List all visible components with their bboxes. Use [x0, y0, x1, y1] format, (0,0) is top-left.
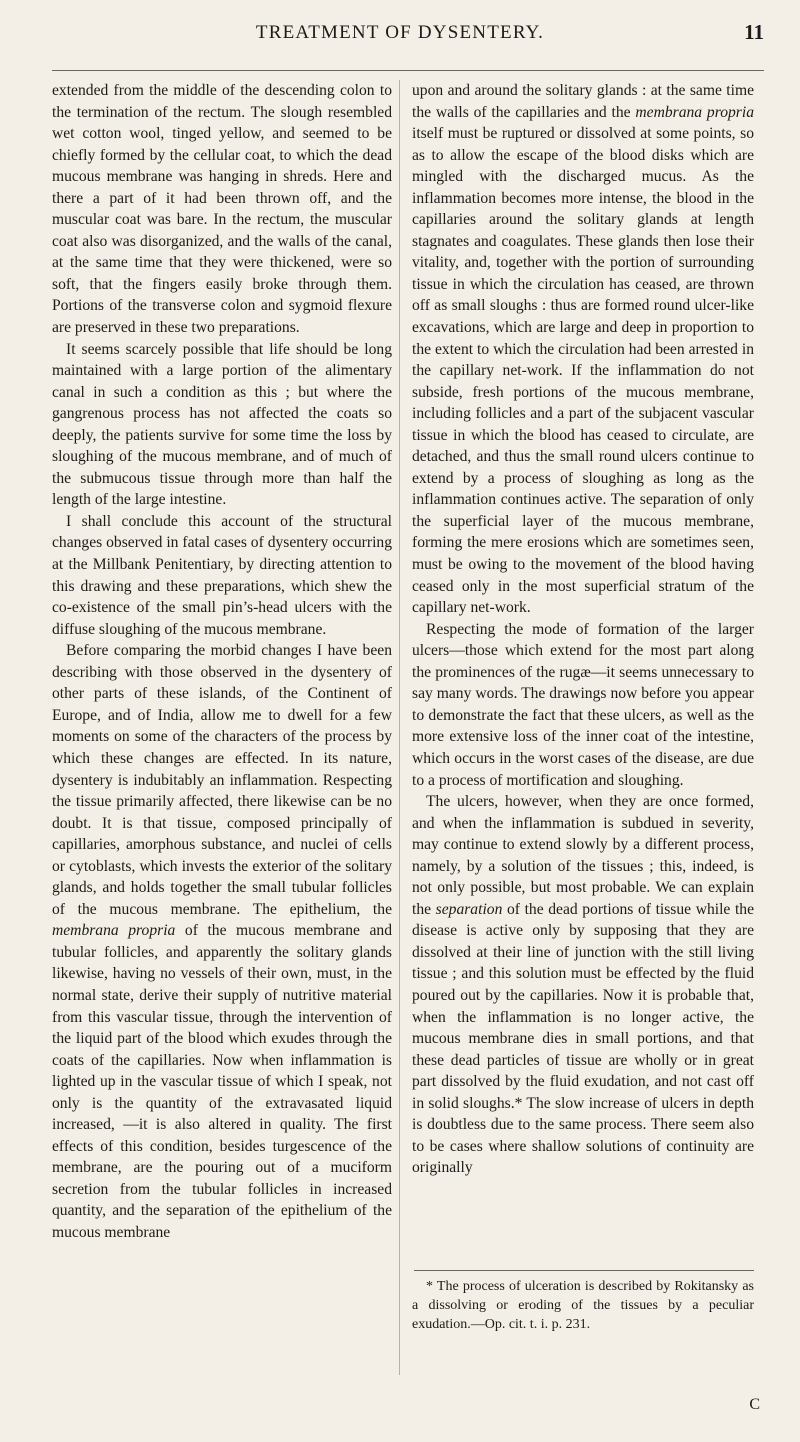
footnote-rule: [414, 1270, 754, 1271]
signature-mark: C: [749, 1396, 760, 1413]
page-header: [0, 18, 800, 58]
italic-term: membrana propria: [52, 922, 176, 940]
left-paragraph-1: extended from the middle of the descending colon to the termination of the rectum. The slough resembled wet cotton wool, tinged yellow, and seemed to be chiefly formed by the cellular coat, to which the dead mucous membrane was hanging in shreds. Here and there a part of it had been thrown off, and the muscular coat was bare. In the rectum, the muscular coat also was disorganized, and the walls of the canal, at the same time that they were thickened, were so soft, that the fingers easily broke through them. Portions of the transverse colon and sygmoid flexure are preserved in these two preparations.: [52, 82, 392, 337]
left-paragraph-3: I shall conclude this account of the structural changes observed in fatal cases of dysentery occurring at the Millbank Penitentiary, by directing attention to this drawing and these preparations, which shew the co-existence of the small pin’s-head ulcers with the diffuse sloughing of the mucous membrane.: [52, 512, 392, 638]
text-run: The ulcers, however, when they are once formed, and when the inflammation is subdued in severity, may continue to extend slowly by a different process, namely, by a solution of the tissues ; this, indeed, is not only possible, but most probable. We can explain the: [412, 793, 754, 918]
right-paragraph-3: [412, 791, 754, 1179]
left-paragraph-2: It seems scarcely possible that life should be long maintained with a large portion of the alimentary canal in such a condition as this ; but where the gangrenous process has not affected the coats so deeply, the patients survive for some time the loss by sloughing of the mucous membrane, and of much of the submucous tissue through more than half the length of the large intestine.: [52, 340, 392, 509]
running-head: TREATMENT OF DYSENTERY.: [255, 22, 545, 43]
text-run: upon and around the solitary glands : at the same time the walls of the capillaries and the: [412, 82, 754, 121]
page-number: 11: [744, 20, 764, 44]
footnote: [412, 1277, 754, 1334]
text-run: itself must be ruptured or dissolved at some points, so as to allow the escape of the blood disks which are mingled with the discharged mucus. As the inflammation becomes more intense, the blood in the capillaries around the solitary glands at length stagnates and coagulates. These glands then lose their vitality, and, together with the portion of surrounding tissue in which the circulation has ceased, are thrown off as small sloughs : thus are formed round ulcer-like excavations, which are large and deep in proportion to the extent to which the circulation had been arrested in the capillary net-work. If the inflammation do not subside, fresh portions of the mucous membrane, including follicles and a part of the subjacent vascular tissue in which the blood has ceased to circulate, are detached, and thus the small round ulcers continue to extend by a process of sloughing as long as the inflammation continues active. The separation of only the superficial layer of the mucous membrane, forming the mere erosions which are sometimes seen, must be owing to the movement of the blood having ceased only in the most superficial stratum of the capillary net-work.: [412, 125, 754, 617]
left-paragraph-4: [52, 640, 392, 1243]
text-run: of the mucous membrane and tubular follicles, and apparently the solitary glands likewise, having no vessels of their own, must, in the normal state, derive their supply of nutritive material from this vascular tissue, through the intervention of the liquid part of the blood which exudes through the coats of the capillaries. Now when inflammation is lighted up in the vascular tissue of which I speak, not only is the quantity of the extravasated liquid increased, —it is also altered in quality. The first effects of this condition, besides turgescence of the membrane, are the pouring out of a muciform secretion from the tubular follicles in increased quantity, and the separation of the epithelium of the mucous membrane: [52, 922, 392, 1241]
text-run: of the dead portions of tissue while the disease is active only by supposing that they are dissolved at their line of junction with the still living tissue ; and this solution must be effected by the fluid poured out by the capillaries. Now it is probable that, when the inflammation is no longer active, the mucous membrane dies in small portions, and that these dead particles of tissue are wholly or in great part dissolved by the fluid exudation, and not cast off in solid sloughs.* The slow increase of ulcers in depth is doubtless due to the same process. There seem also to be cases where shallow solutions of continuity are originally: [412, 900, 754, 1177]
italic-term: separation: [435, 900, 503, 918]
text-run: Before comparing the morbid changes I have been describing with those observed in the dysentery of other parts of these islands, of the Continent of Europe, and of India, allow me to dwell for a few moments on some of the characters of the process by which these changes are effected. In its nature, dysentery is indubitably an inflammation. Respecting the tissue primarily affected, there likewise can be no doubt. It is that tissue, composed principally of capillaries, amorphous substance, and nuclei of cells or cytoblasts, which invests the exterior of the solitary glands, and holds together the small tubular follicles of the mucous membrane. The epithelium, the: [52, 642, 392, 918]
right-paragraph-1: [412, 80, 754, 619]
right-paragraph-2: Respecting the mode of formation of the larger ulcers—those which extend for the most part along the prominences of the rugæ—it seems unnecessary to say many words. The drawings now before you appear to demonstrate the fact that these ulcers, as well as the more extensive loss of the inner coat of the intestine, which occurs in the worst cases of the disease, are due to a process of mortification and sloughing.: [412, 620, 754, 789]
column-divider: [399, 80, 400, 1375]
italic-term: membrana propria: [635, 103, 754, 121]
left-column: [52, 80, 392, 1244]
right-column: [412, 80, 754, 1179]
header-rule: [52, 70, 764, 71]
footnote-text: * The process of ulceration is described by Rokitansky as a dissolving or eroding of the tissues by a peculiar exudation.—Op. cit. t. i. p. 231.: [412, 1279, 754, 1332]
